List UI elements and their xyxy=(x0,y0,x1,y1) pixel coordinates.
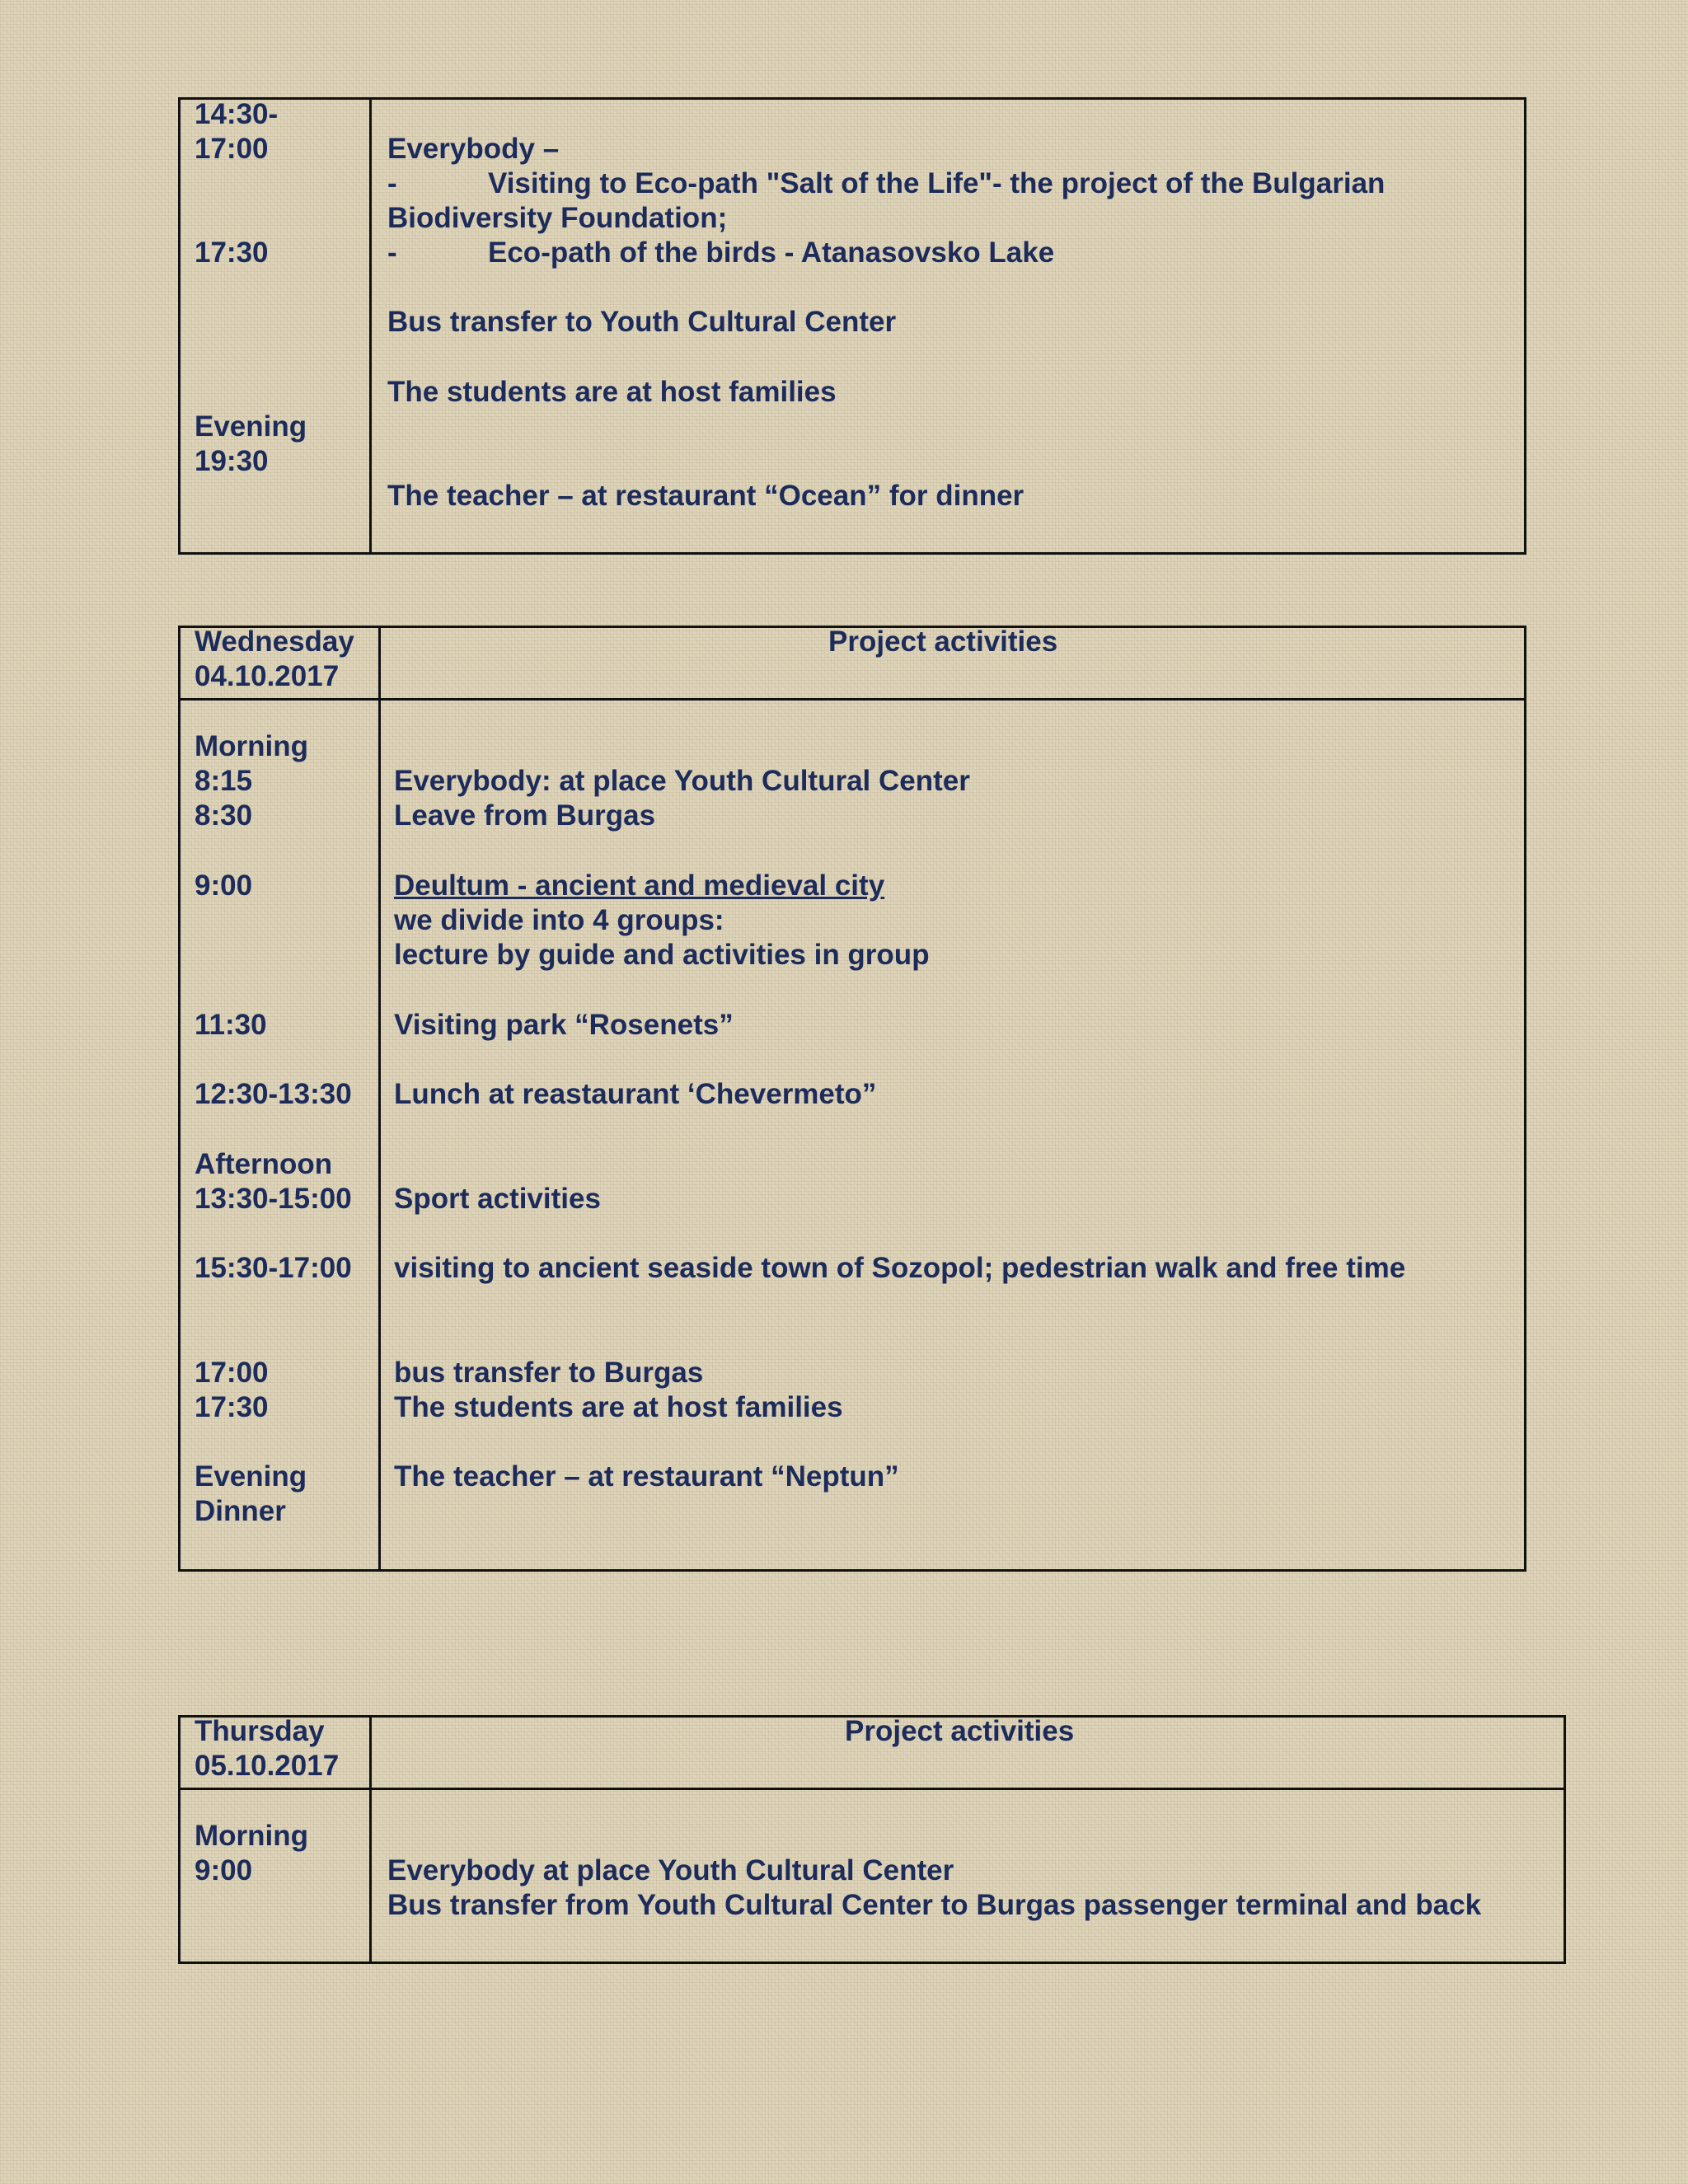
activity-text: The teacher – at restaurant “Neptun” xyxy=(394,1460,899,1493)
column-header: Project activities xyxy=(828,626,1058,658)
activity-text: Biodiversity Foundation; xyxy=(387,202,728,234)
time-label: 19:30 xyxy=(195,445,269,477)
activity-text: Lunch at reastaurant ‘Chevermeto” xyxy=(394,1078,877,1110)
column-divider xyxy=(378,628,381,1569)
activity-text: Bus transfer to Youth Cultural Center xyxy=(387,306,897,338)
bullet-dash: - xyxy=(387,167,397,199)
header-divider xyxy=(181,1788,1564,1790)
time-label: Dinner xyxy=(195,1495,286,1527)
column-divider xyxy=(369,100,372,552)
header-divider xyxy=(181,698,1524,701)
time-label: Afternoon xyxy=(195,1148,333,1180)
time-label: 14:30- xyxy=(195,98,279,130)
activity-text: visiting to ancient seaside town of Sozopol; pedestrian walk and free time xyxy=(394,1252,1406,1284)
time-label: 17:00 xyxy=(195,1357,269,1389)
time-label: Morning xyxy=(195,730,309,762)
time-label: 11:30 xyxy=(195,1009,267,1041)
time-label: Evening xyxy=(195,1460,307,1493)
activity-text: Sport activities xyxy=(394,1183,601,1215)
activity-text: Bus transfer from Youth Cultural Center to Burgas passenger terminal and back xyxy=(387,1889,1482,1921)
activity-text: Visiting to Eco-path "Salt of the Life"- the project of the Bulgarian xyxy=(488,167,1386,199)
activity-text: bus transfer to Burgas xyxy=(394,1357,704,1389)
activity-text: The students are at host families xyxy=(387,376,837,408)
activity-text: we divide into 4 groups: xyxy=(394,904,724,936)
column-divider xyxy=(369,1718,372,1961)
activity-text: Leave from Burgas xyxy=(394,799,656,832)
activity-text: Everybody at place Youth Cultural Center xyxy=(387,1854,954,1886)
activity-text: The teacher – at restaurant “Ocean” for dinner xyxy=(387,480,1025,512)
time-label: 17:30 xyxy=(195,1391,269,1423)
activity-heading-link: Deultum - ancient and medieval city xyxy=(394,869,885,902)
time-label: 9:00 xyxy=(195,1854,253,1886)
activity-text: lecture by guide and activities in group xyxy=(394,939,930,971)
bullet-dash: - xyxy=(387,237,397,269)
activity-text: Everybody: at place Youth Cultural Center xyxy=(394,765,970,797)
day-name: Wednesday xyxy=(195,626,354,658)
activity-text: The students are at host families xyxy=(394,1391,843,1423)
activity-text: Visiting park “Rosenets” xyxy=(394,1009,734,1041)
activity-text: Everybody – xyxy=(387,133,560,165)
column-header: Project activities xyxy=(845,1715,1075,1747)
time-label: Morning xyxy=(195,1820,309,1852)
time-label: 13:30-15:00 xyxy=(195,1183,352,1215)
day-date: 05.10.2017 xyxy=(195,1750,340,1782)
day-name: Thursday xyxy=(195,1715,325,1747)
time-label: 17:00 xyxy=(195,133,269,165)
time-label: Evening xyxy=(195,410,307,443)
day-date: 04.10.2017 xyxy=(195,660,340,692)
time-label: 8:15 xyxy=(195,765,253,797)
schedule-table-thursday xyxy=(178,1715,1566,1964)
time-label: 15:30-17:00 xyxy=(195,1252,352,1284)
time-label: 12:30-13:30 xyxy=(195,1078,352,1110)
time-label: 9:00 xyxy=(195,869,253,902)
time-label: 8:30 xyxy=(195,799,253,832)
time-label: 17:30 xyxy=(195,237,269,269)
activity-text: Eco-path of the birds - Atanasovsko Lake xyxy=(488,237,1055,269)
